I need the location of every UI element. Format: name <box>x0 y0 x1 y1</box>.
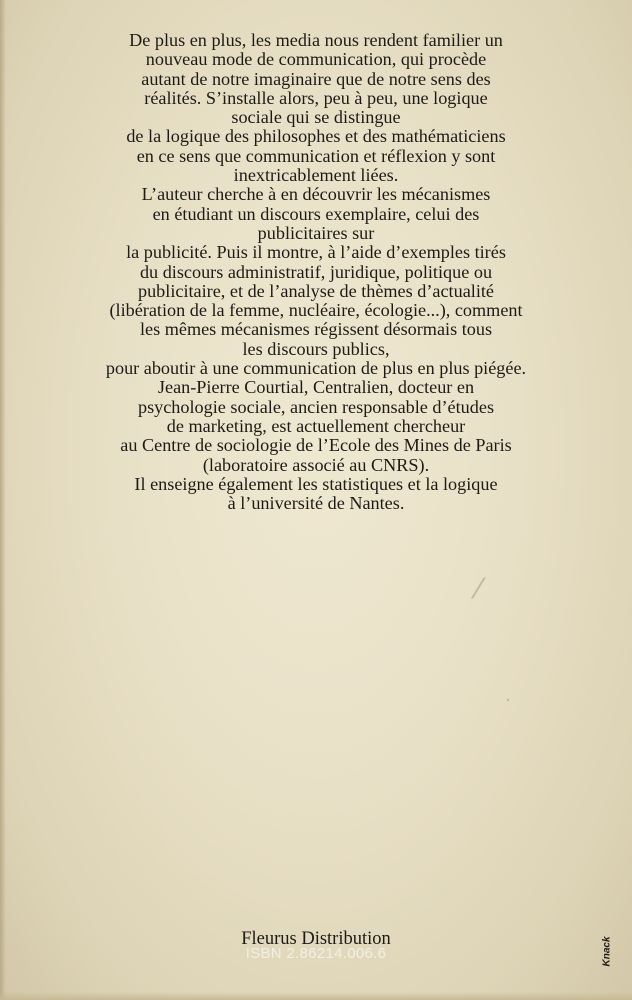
blurb-line: au Centre de sociologie de l’Ecole des Mines de Paris <box>120 435 512 456</box>
blurb-line: du discours administratif, juridique, politique ou <box>139 261 493 282</box>
blurb-line: en étudiant un discours exemplaire, celui des <box>152 203 480 224</box>
blurb-line: (libération de la femme, nucléaire, écologie...), comment <box>109 300 523 321</box>
blurb-line: psychologie sociale, ancien responsable d’études <box>137 396 495 417</box>
cover-left-edge-shadow <box>0 0 6 1000</box>
blurb-line: pour aboutir à une communication de plus en plus piégée. <box>105 358 527 379</box>
blurb-line: en ce sens que communication et réflexion y sont <box>136 145 496 166</box>
blurb-line: de la logique des philosophes et des mathématiciens <box>126 126 506 147</box>
blurb-line: les discours publics, <box>242 338 390 359</box>
paper-mark: ⁄ <box>476 572 481 605</box>
blurb-line: publicitaires sur <box>257 222 375 243</box>
blurb-line: autant de notre imaginaire que de notre sens des <box>141 68 491 89</box>
blurb-line: sociale qui se distingue <box>231 107 401 128</box>
blurb-line: à l’université de Nantes. <box>227 493 405 514</box>
blurb-line: nouveau mode de communication, qui procède <box>145 49 487 70</box>
blurb-line: Il enseigne également les statistiques et la logique <box>134 473 498 494</box>
cover-design-credit: Knack <box>601 936 613 967</box>
blurb-line: les mêmes mécanismes régissent désormais tous <box>139 319 493 340</box>
blurb-line: De plus en plus, les media nous rendent familier un <box>129 30 503 50</box>
blurb-line: réalités. S’installe alors, peu à peu, une logique <box>144 87 488 108</box>
paper-mark: · <box>505 690 511 711</box>
cover-bottom-edge-shadow <box>0 992 632 1000</box>
publisher-name: Fleurus Distribution <box>241 929 391 949</box>
blurb-line: publicitaire, et de l’analyse de thèmes d’actualité <box>137 280 494 301</box>
blurb-line: L’auteur cherche à en découvrir les mécanismes <box>141 184 491 205</box>
blurb-line: inextricablement liées. <box>233 165 399 186</box>
blurb-line: la publicité. Puis il montre, à l’aide d’exemples tirés <box>126 242 506 263</box>
blurb-line: de marketing, est actuellement chercheur <box>166 415 466 436</box>
isbn: ISBN 2.86214.006.6 <box>245 945 387 962</box>
blurb-line: (laboratoire associé au CNRS). <box>202 454 430 475</box>
back-cover-blurb <box>40 31 592 513</box>
blurb-line: Jean-Pierre Courtial, Centralien, docteur en <box>157 377 475 398</box>
